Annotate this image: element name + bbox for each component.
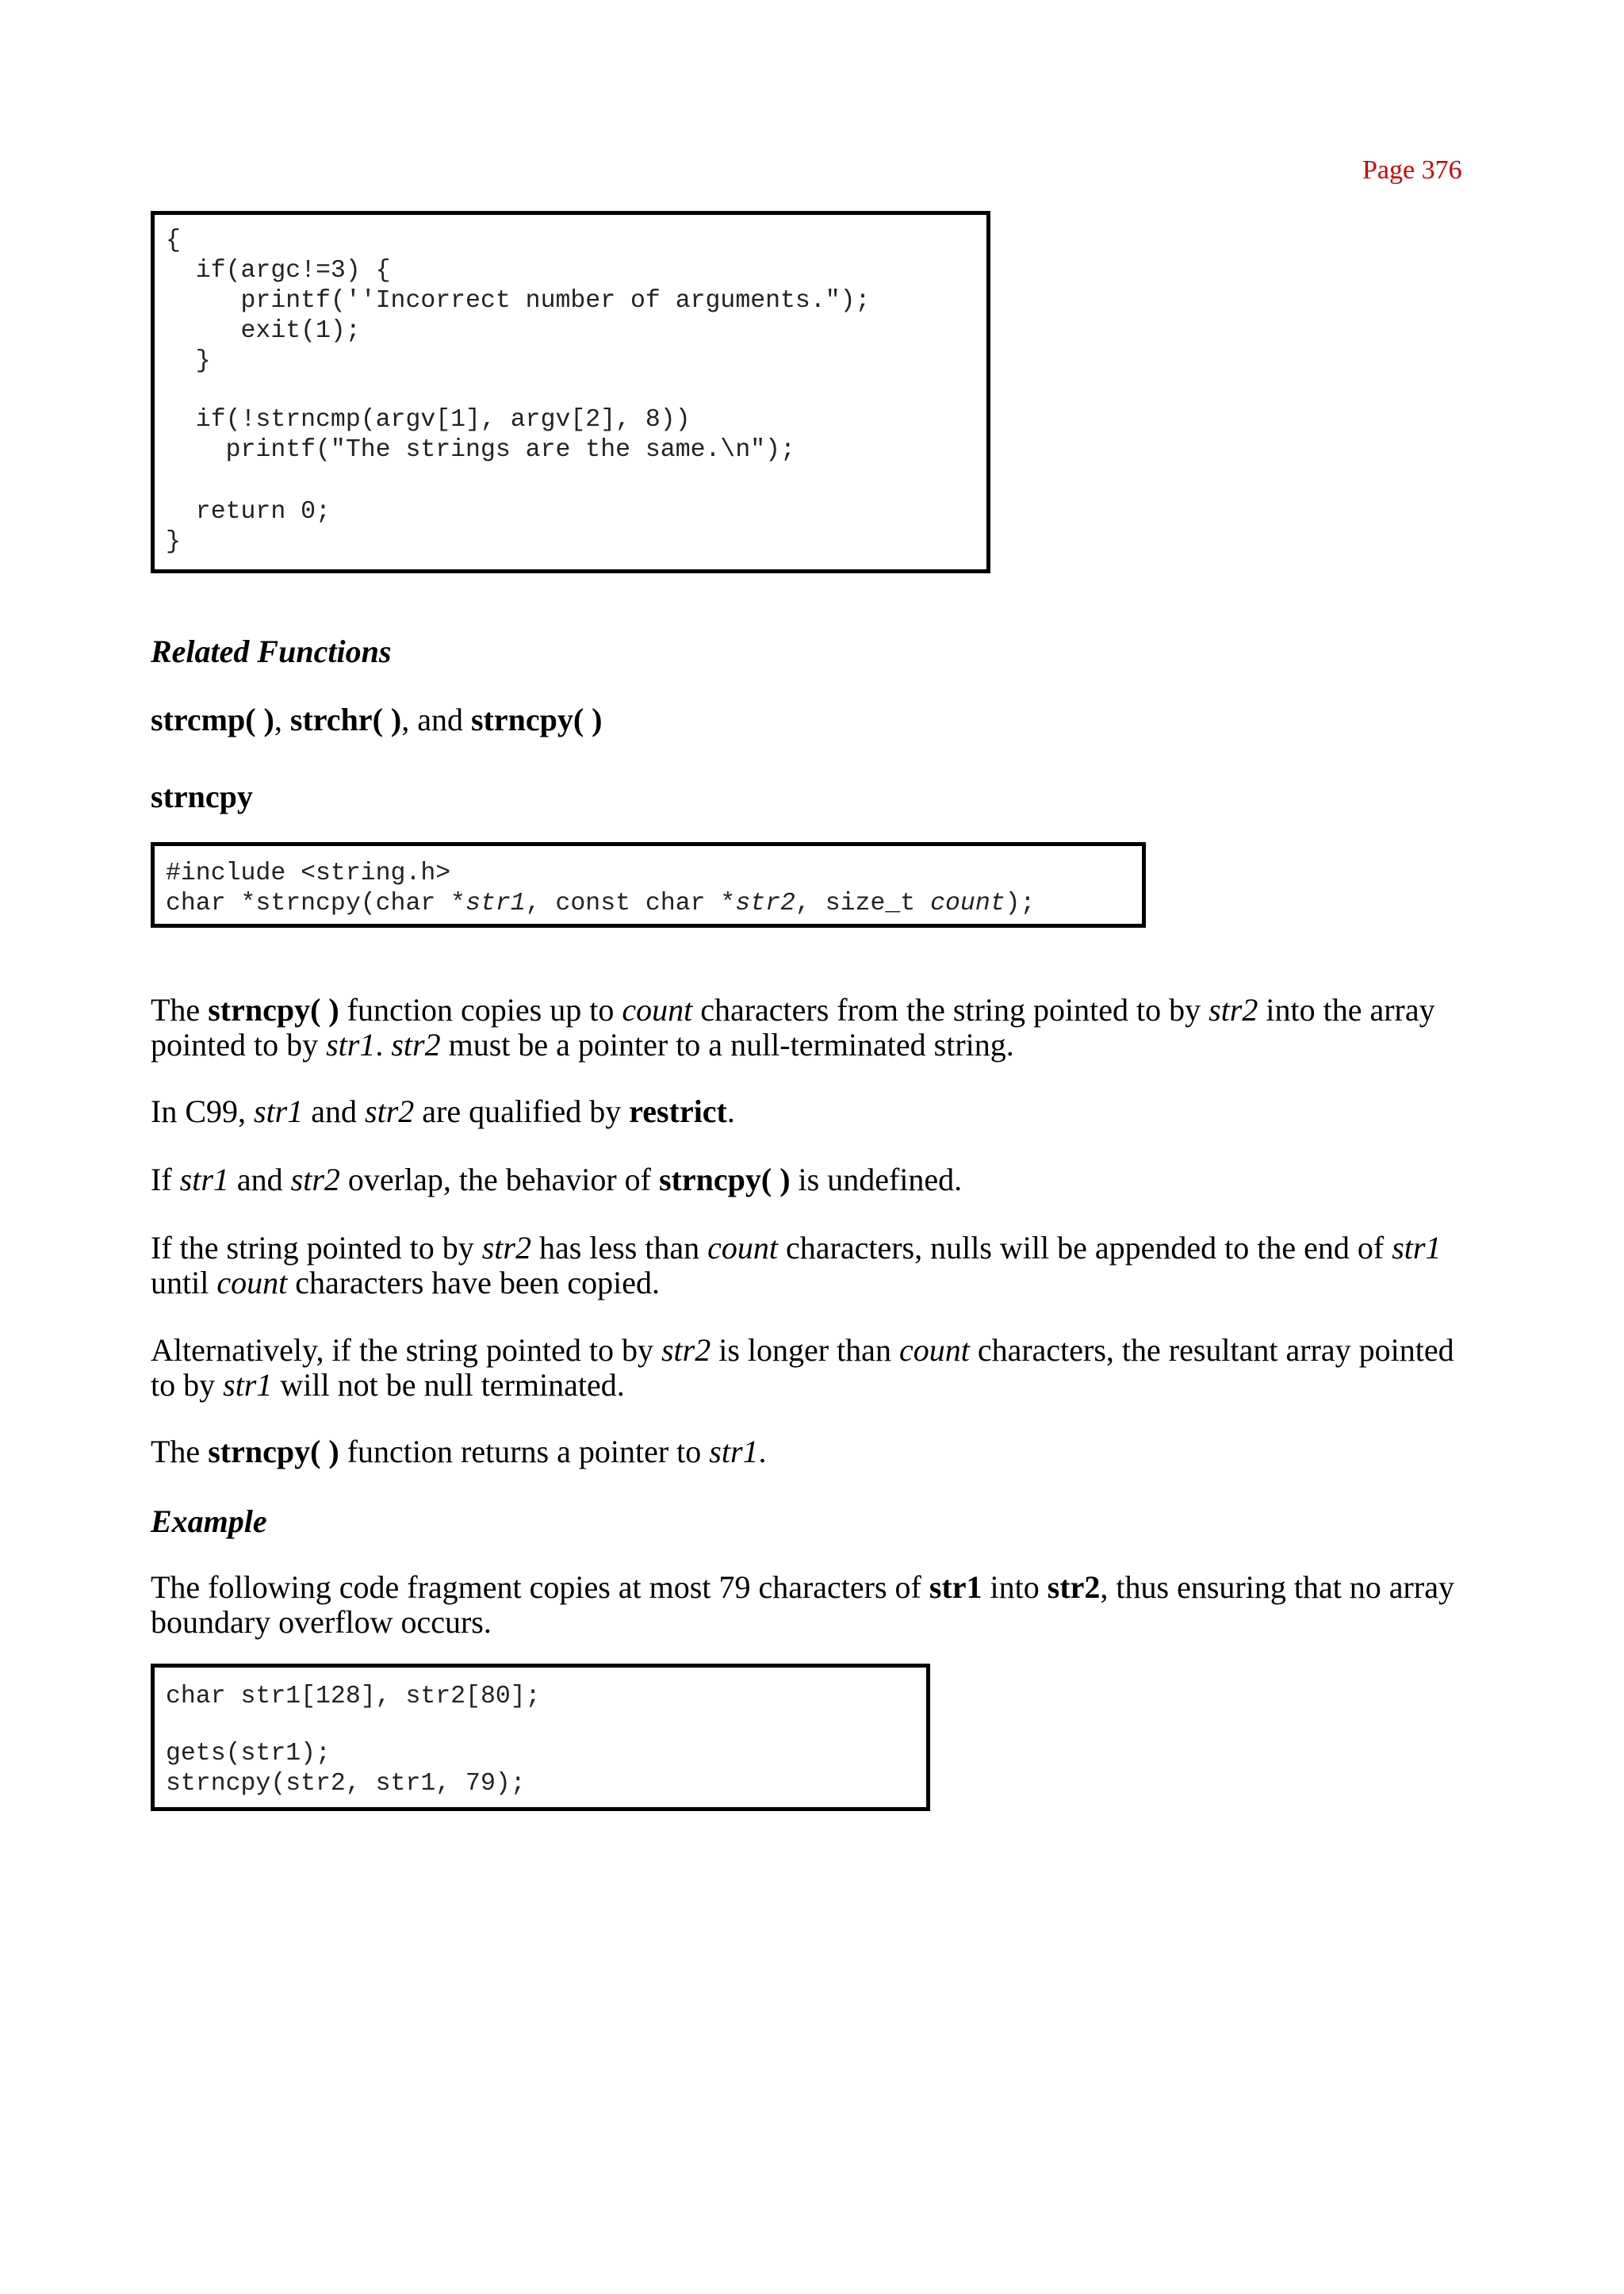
text-run: , thus ensuring that no array boundary overflow occurs. (151, 1569, 1454, 1640)
text-run: The (151, 992, 209, 1028)
param-ref: str2 (365, 1093, 415, 1129)
code-line: if(!strncmp(argv[1], argv[2], 8)) (166, 406, 691, 434)
example-heading: Example (151, 1503, 267, 1539)
code-line: strncpy(str2, str1, 79); (166, 1770, 526, 1798)
code-line (166, 889, 1142, 919)
text-run: . (375, 1027, 392, 1063)
code-line (166, 465, 986, 497)
text-run: function copies up to (339, 992, 622, 1028)
fn-name: strncpy( ) (208, 992, 339, 1028)
paragraph-overlap (151, 1162, 1483, 1197)
param-ref: str2 (391, 1027, 441, 1063)
paragraph-less-than (151, 1231, 1483, 1300)
text-run: The (151, 1434, 209, 1469)
text-run: In C99, (151, 1093, 254, 1129)
param-ref: str2 (481, 1230, 531, 1266)
param-ref: str1 (326, 1027, 376, 1063)
section-title: strncpy (151, 779, 253, 814)
text-run: into the array pointed to by (151, 992, 1435, 1063)
param-ref: str1 (1392, 1230, 1442, 1266)
text-run: . (758, 1434, 767, 1469)
text-run: until (151, 1265, 217, 1300)
code-line: { (166, 227, 181, 255)
param-ref: count (216, 1265, 288, 1300)
page-number: Page 376 (1362, 155, 1462, 185)
text-run: are qualified by (414, 1093, 630, 1129)
code-block-example-fragment (151, 1664, 930, 1811)
paragraph-description (151, 993, 1483, 1063)
text-run: will not be null terminated. (272, 1367, 625, 1403)
separator: , (274, 702, 290, 737)
code-token: , size_t (795, 890, 931, 917)
code-line: char str1[128], str2[80]; (166, 1683, 541, 1710)
param-ref: count (707, 1230, 779, 1266)
var-ref: str2 (1047, 1569, 1101, 1605)
code-line: #include <string.h> (166, 860, 451, 887)
text-run: and (303, 1093, 366, 1129)
code-line: exit(1); (166, 317, 361, 345)
prototype-text (166, 859, 1142, 919)
code-text (166, 1682, 926, 1799)
param-ref: str1 (254, 1093, 304, 1129)
fn-name: strncpy( ) (208, 1434, 339, 1469)
param-str2: str2 (735, 890, 795, 917)
keyword: restrict (629, 1093, 727, 1129)
related-fn-strchr: strchr( ) (289, 702, 402, 737)
separator: , and (401, 702, 471, 737)
code-line (166, 1712, 926, 1739)
code-text (166, 226, 986, 557)
code-token: char *strncpy(char * (166, 890, 466, 917)
code-line: printf(''Incorrect number of arguments."); (166, 287, 871, 315)
text-run: If the string pointed to by (151, 1230, 482, 1266)
code-line: gets(str1); (166, 1740, 331, 1767)
code-block-example-main (151, 211, 990, 573)
text-run: and (228, 1162, 291, 1197)
param-ref: str2 (1208, 992, 1258, 1028)
code-token: ); (1005, 890, 1036, 917)
text-run: function returns a pointer to (339, 1434, 710, 1469)
fn-name: strncpy( ) (658, 1162, 791, 1197)
text-run: must be a pointer to a null-terminated string. (440, 1027, 1014, 1063)
code-line: } (166, 528, 181, 556)
paragraph-example (151, 1570, 1483, 1640)
code-line: return 0; (166, 498, 331, 526)
related-fn-strncpy: strncpy( ) (470, 702, 603, 737)
text-run: characters have been copied. (287, 1265, 660, 1300)
param-ref: str1 (223, 1367, 273, 1403)
paragraph-c99 (151, 1094, 1483, 1129)
related-fn-strcmp: strcmp( ) (151, 702, 274, 737)
param-ref: count (898, 1332, 970, 1368)
text-run: overlap, the behavior of (339, 1162, 659, 1197)
param-ref: str2 (290, 1162, 340, 1197)
code-line: if(argc!=3) { (166, 257, 391, 285)
text-run: characters, the resultant array pointed to by (151, 1332, 1454, 1403)
paragraph-longer-than (151, 1333, 1483, 1403)
param-ref: str1 (179, 1162, 229, 1197)
text-run: is undefined. (790, 1162, 963, 1197)
code-line: printf("The strings are the same.\n"); (166, 436, 795, 464)
prototype-code-block (151, 842, 1146, 928)
text-run: characters from the string pointed to by (692, 992, 1209, 1028)
var-ref: str1 (929, 1569, 982, 1605)
param-ref: str2 (661, 1332, 711, 1368)
paragraph-returns (151, 1434, 1483, 1469)
text-run: is longer than (710, 1332, 899, 1368)
param-str1: str1 (465, 890, 526, 917)
param-ref: str1 (709, 1434, 759, 1469)
text-run: characters, nulls will be appended to the end of (778, 1230, 1392, 1266)
text-run: If (151, 1162, 180, 1197)
text-run: . (726, 1093, 735, 1129)
code-token: , const char * (525, 890, 736, 917)
related-functions-heading: Related Functions (151, 634, 392, 669)
text-run: into (982, 1569, 1048, 1605)
related-functions-list (151, 703, 1483, 737)
text-run: The following code fragment copies at most 79 characters of (151, 1569, 929, 1605)
code-line (166, 377, 986, 405)
param-ref: count (622, 992, 693, 1028)
param-count: count (930, 890, 1005, 917)
code-line: } (166, 347, 211, 375)
text-run: Alternatively, if the string pointed to by (151, 1332, 661, 1368)
text-run: has less than (530, 1230, 708, 1266)
